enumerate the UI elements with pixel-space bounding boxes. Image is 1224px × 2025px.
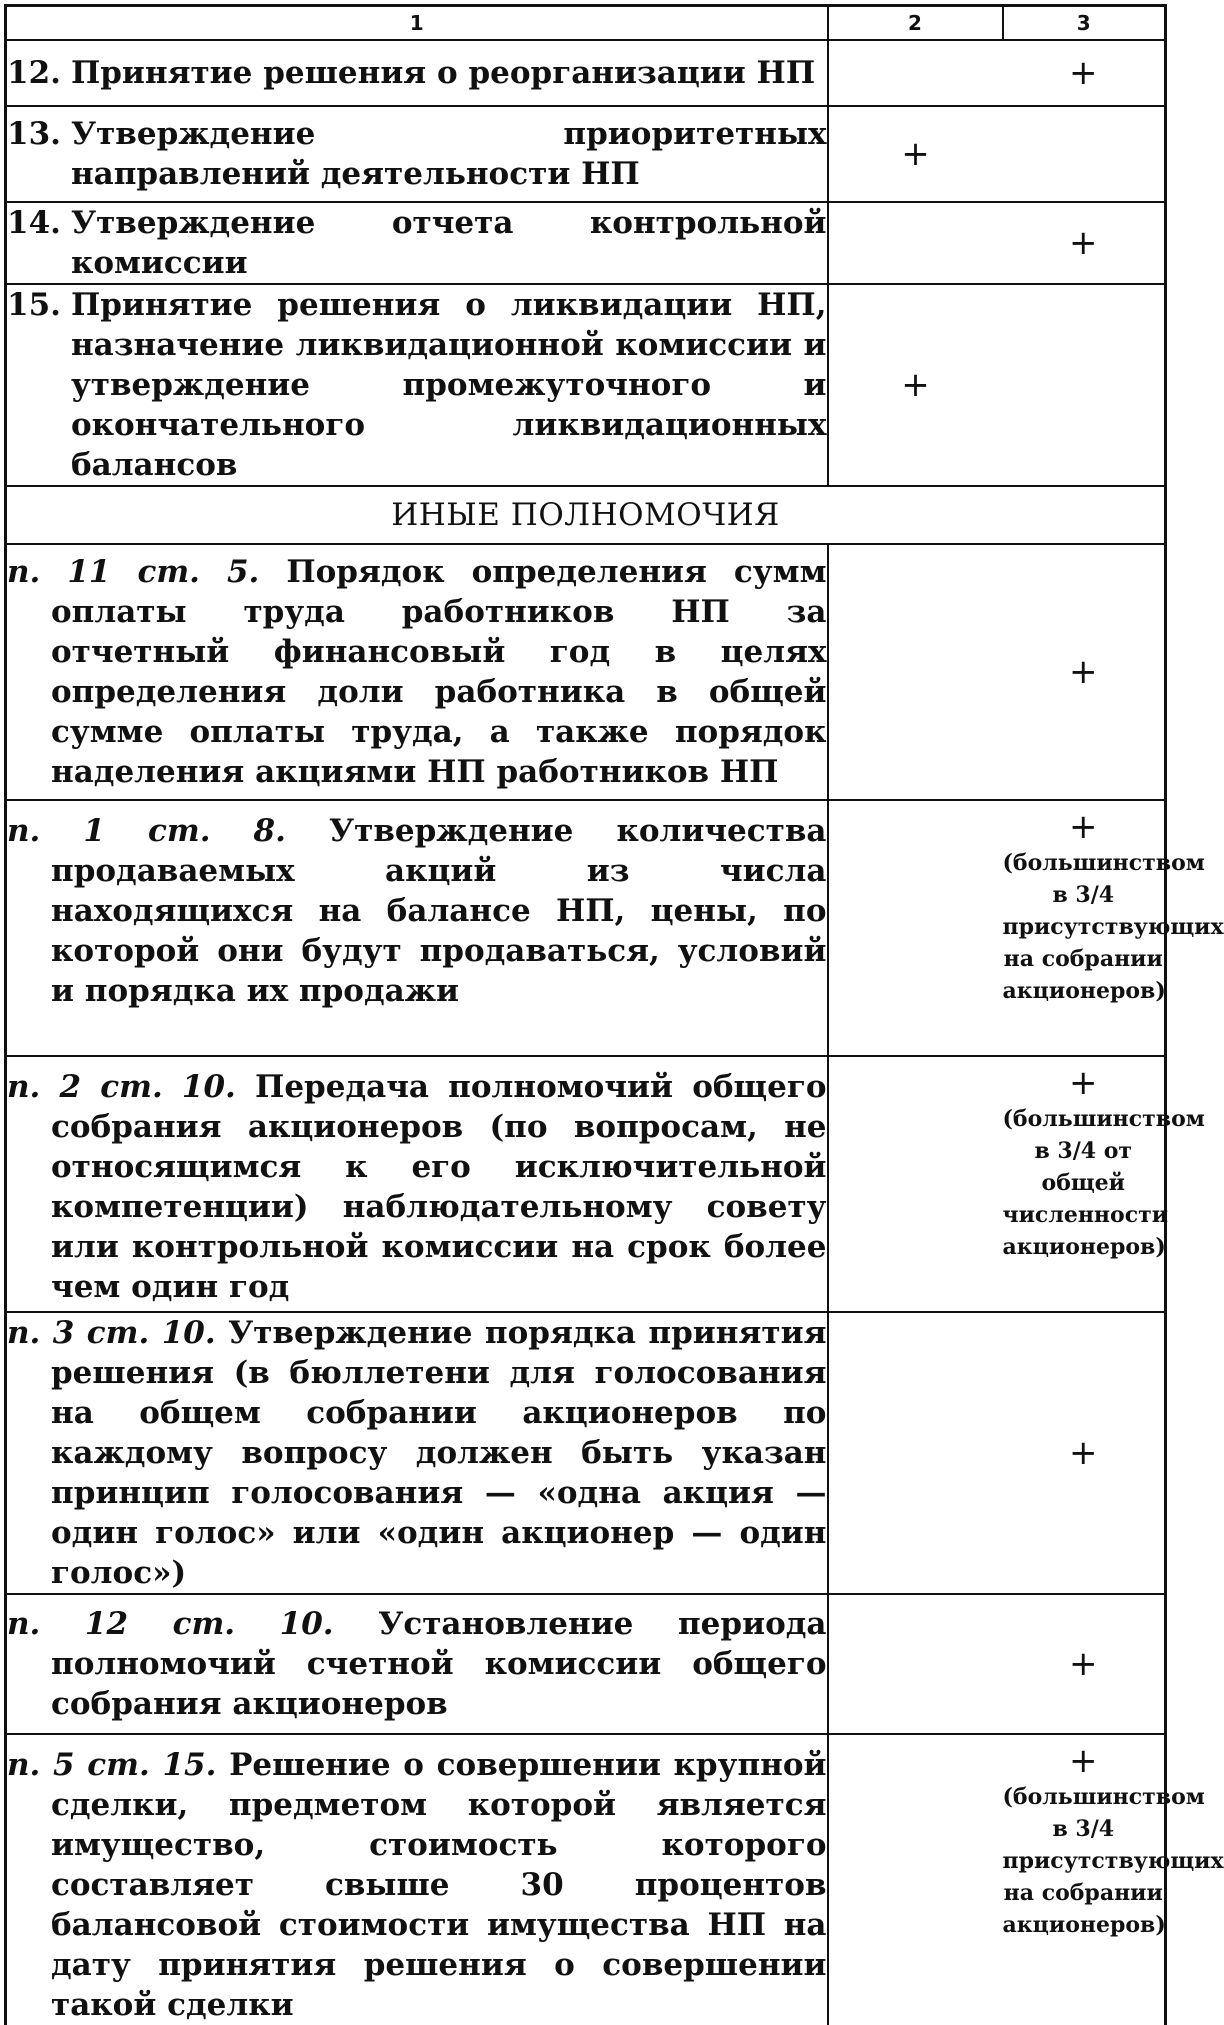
article-reference: п. 1 ст. 8.: [7, 813, 286, 849]
article-text-cell: [6, 1056, 828, 1312]
column-2-mark: +: [828, 284, 1003, 486]
table-row: [6, 544, 1166, 800]
column-2-mark: [828, 1056, 1003, 1312]
article-reference: п. 12 ст. 10.: [7, 1606, 334, 1642]
article-text: Передача полномочий общего собрания акционеров (по вопросам, не относящимся к его исключительной компетенции) наблюдательному совету или контрольной комиссии на срок более чем один год: [51, 1069, 827, 1305]
row-text: Утверждение приоритетных направлений деятельности НП: [70, 116, 827, 192]
column-3-mark: +: [1069, 1433, 1098, 1473]
column-2-mark: [828, 40, 1003, 106]
column-2-mark: [828, 1312, 1003, 1594]
column-2-mark: [828, 202, 1003, 284]
article-reference: п. 5 ст. 15.: [7, 1747, 217, 1783]
column-3-cell: [1003, 1312, 1166, 1594]
column-2-mark: [828, 800, 1003, 1056]
row-number: 14.: [7, 205, 61, 241]
column-3-cell: [1002, 1056, 1205, 1312]
article-text-cell: [6, 544, 828, 800]
column-2-mark: [828, 1594, 1003, 1734]
column-3-mark: +: [1069, 1644, 1098, 1684]
column-header-3: 3: [1003, 6, 1166, 41]
column-3-cell: [1003, 544, 1166, 800]
table-row: [6, 1056, 1166, 1312]
column-3-note: (большинством в 3/4 присутствующих на собрании акционеров): [1002, 1784, 1224, 1938]
section-heading: ИНЫЕ ПОЛНОМОЧИЯ: [6, 486, 1166, 544]
column-2-mark: [828, 1734, 1003, 2025]
table-row: [6, 40, 1166, 106]
article-reference: п. 2 ст. 10.: [7, 1069, 236, 1105]
row-number: 12.: [7, 55, 61, 91]
column-3-mark: +: [1003, 202, 1166, 284]
column-header-1: 1: [6, 6, 828, 41]
table-row: [6, 1312, 1166, 1594]
powers-table: [4, 4, 1224, 2025]
row-text-cell: [6, 40, 828, 106]
row-number: 15.: [7, 287, 61, 323]
article-text: Утверждение количества продаваемых акций из числа находящихся на балансе НП, цены, по которой они будут продаваться, условий и порядка их продажи: [51, 813, 827, 1009]
column-3-mark: +: [1069, 1063, 1098, 1103]
column-3-mark: [1003, 106, 1166, 202]
table-row: [6, 1594, 1166, 1734]
row-number: 13.: [7, 116, 61, 152]
column-3-mark: +: [1069, 807, 1098, 847]
table-row: [6, 284, 1166, 486]
row-text-cell: [6, 106, 828, 202]
article-text: Порядок определения сумм оплаты труда работников НП за отчетный финансовый год в целях определения доли работника в общей сумме оплаты труда, а также порядок наделения акциями НП работников НП: [51, 554, 827, 790]
table-row: [6, 1734, 1166, 2025]
article-reference: п. 3 ст. 10.: [7, 1315, 216, 1351]
row-text-cell: [6, 202, 828, 284]
article-text: Установление периода полномочий счетной комиссии общего собрания акционеров: [51, 1606, 827, 1722]
section-heading-row: [6, 486, 1166, 544]
article-text: Утверждение порядка принятия решения (в бюллетени для голосования на общем собрании акционеров по каждому вопросу должен быть указан принцип голосования — «одна акция — один голос» или «один акционер — один голос»): [51, 1315, 827, 1591]
column-3-cell: [1002, 800, 1224, 1056]
column-3-mark: +: [1069, 652, 1098, 692]
header-row: [6, 6, 1166, 41]
table-row: [6, 106, 1166, 202]
column-header-2: 2: [828, 6, 1003, 41]
column-3-mark: [1003, 284, 1166, 486]
column-3-cell: [1002, 1734, 1224, 2025]
row-text: Утверждение отчета контрольной комиссии: [70, 205, 827, 281]
article-text-cell: [6, 800, 828, 1056]
row-text-cell: [6, 284, 828, 486]
table-row: [6, 800, 1166, 1056]
column-3-mark: +: [1069, 1741, 1098, 1781]
article-text-cell: [6, 1312, 828, 1594]
column-3-note: (большинством в 3/4 от общей численности акционеров): [1002, 1106, 1205, 1260]
column-3-note: (большинством в 3/4 присутствующих на собрании акционеров): [1002, 850, 1224, 1004]
row-text: Принятие решения о реорганизации НП: [70, 55, 816, 91]
document-page: [4, 4, 1224, 2023]
column-2-mark: [828, 544, 1003, 800]
article-reference: п. 11 ст. 5.: [7, 554, 260, 590]
article-text-cell: [6, 1594, 828, 1734]
column-3-cell: [1003, 1594, 1166, 1734]
article-text: Решение о совершении крупной сделки, предметом которой является имущество, стоимость которого составляет свыше 30 процентов балансовой стоимости имущества НП на дату принятия решения о совершении такой сделки: [51, 1747, 827, 2023]
row-text: Принятие решения о ликвидации НП, назначение ликвидационной комиссии и утверждение промежуточного и окончательного ликвидационных балансов: [70, 287, 827, 483]
article-text-cell: [6, 1734, 828, 2025]
column-3-mark: +: [1003, 40, 1166, 106]
column-2-mark: +: [828, 106, 1003, 202]
table-row: [6, 202, 1166, 284]
